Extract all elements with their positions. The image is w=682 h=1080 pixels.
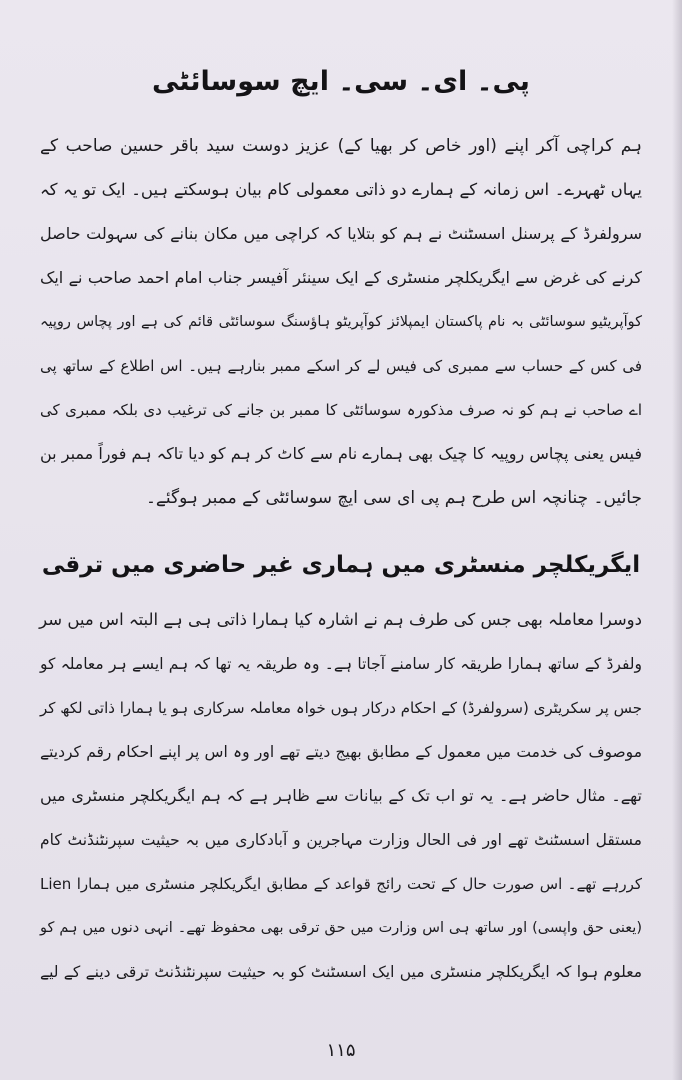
paragraph-line: فیس یعنی پچاس روپیہ کا چیک بھی ہمارے نام سے کاٹ کر ہم کو دیا تاکہ ہم فوراً ممبر بن	[40, 444, 642, 463]
paragraph-line: فی کس کے حساب سے ممبری کی فیس لے کر اسکے ممبر بنارہے ہیں۔ اس اطلاع کے ساتھ پی	[40, 357, 642, 375]
paragraph-line: سرولفرڈ کے پرسنل اسسٹنٹ نے ہم کو بتلایا کہ کراچی میں مکان بنانے کی سہولت حاصل	[40, 224, 642, 243]
paragraph-line: تھے۔ مثال حاضر ہے۔ یہ تو اب تک کے بیانات سے ظاہر ہے کہ ہم ایگریکلچر منسٹری میں	[40, 786, 642, 805]
paragraph-line: (یعنی حق واپسی) اور ساتھ ہی اس وزارت میں حق ترقی بھی محفوظ تھے۔ انہی دنوں میں ہم کو	[40, 920, 642, 936]
paragraph-line: کررہے تھے۔ اس صورت حال کے تحت رائج قواعد کے مطابق ایگریکلچر منسٹری میں ہمارا Lien	[40, 875, 642, 893]
paragraph-line: معلوم ہوا کہ ایگریکلچر منسٹری میں ایک اسسٹنٹ کو بہ حیثیت سپرنٹنڈنٹ ترقی دینے کے لیے	[40, 963, 642, 981]
section-heading-pechs: پی۔ ای۔ سی۔ ایچ سوسائٹی	[152, 66, 530, 97]
paragraph-line: موصوف کی خدمت میں معمول کے مطابق بھیج دیتے تھے اور وہ اس پر اپنے احکام رقم کردیتے	[40, 743, 642, 761]
paragraph-line: جس پر سکریٹری (سرولفرڈ) کے احکام درکار ہوں خواہ معاملہ سرکاری ہو یا ہمارا ذاتی لکھ کر	[40, 699, 642, 717]
paragraph-line: جائیں۔ چنانچہ اس طرح ہم پی ای سی ایچ سوسائٹی کے ممبر ہوگئے۔	[145, 488, 642, 508]
paragraph-line: اے صاحب نے ہم کو نہ صرف مذکورہ سوسائٹی کا ممبر بن جانے کی ترغیب دی بلکہ ممبری کی	[40, 401, 642, 419]
paragraph-line: دوسرا معاملہ بھی جس کی طرف ہم نے اشارہ کیا ہمارا ذاتی ہی ہے البتہ اس میں سر	[39, 610, 642, 629]
page-edge-shadow	[672, 0, 682, 1080]
page-number: ۱۱۵	[326, 1040, 356, 1061]
paragraph-line: کوآپریٹیو سوسائٹی بہ نام پاکستان ایمپلائز کوآپریٹو ہاؤسنگ سوسائٹی قائم کی ہے اور پچاس روپیہ	[40, 314, 642, 330]
paragraph-line: ولفرڈ کے ساتھ ہمارا طریقہ کار سامنے آجاتا ہے۔ وہ طریقہ یہ تھا کہ ہم ایسے ہر معاملہ کو	[40, 655, 642, 673]
paragraph-line: کرنے کی غرض سے ایگریکلچر منسٹری کے ایک سینئر آفیسر جناب امام احمد صاحب نے ایک	[40, 268, 642, 287]
paragraph-line: مستقل اسسٹنٹ تھے اور فی الحال وزارت مہاجرین و آبادکاری میں بہ حیثیت سپرنٹنڈنٹ کام	[40, 831, 642, 849]
section-heading-promotion: ایگریکلچر منسٹری میں ہماری غیر حاضری میں ترقی	[41, 552, 641, 578]
paragraph-line: ہم کراچی آکر اپنے (اور خاص کر بھیا کے) عزیز دوست سید باقر حسین صاحب کے	[40, 136, 642, 156]
paragraph-line: یہاں ٹھہرے۔ اس زمانہ کے ہمارے دو ذاتی معمولی کام بیان ہوسکتے ہیں۔ ایک تو یہ کہ	[40, 180, 642, 199]
